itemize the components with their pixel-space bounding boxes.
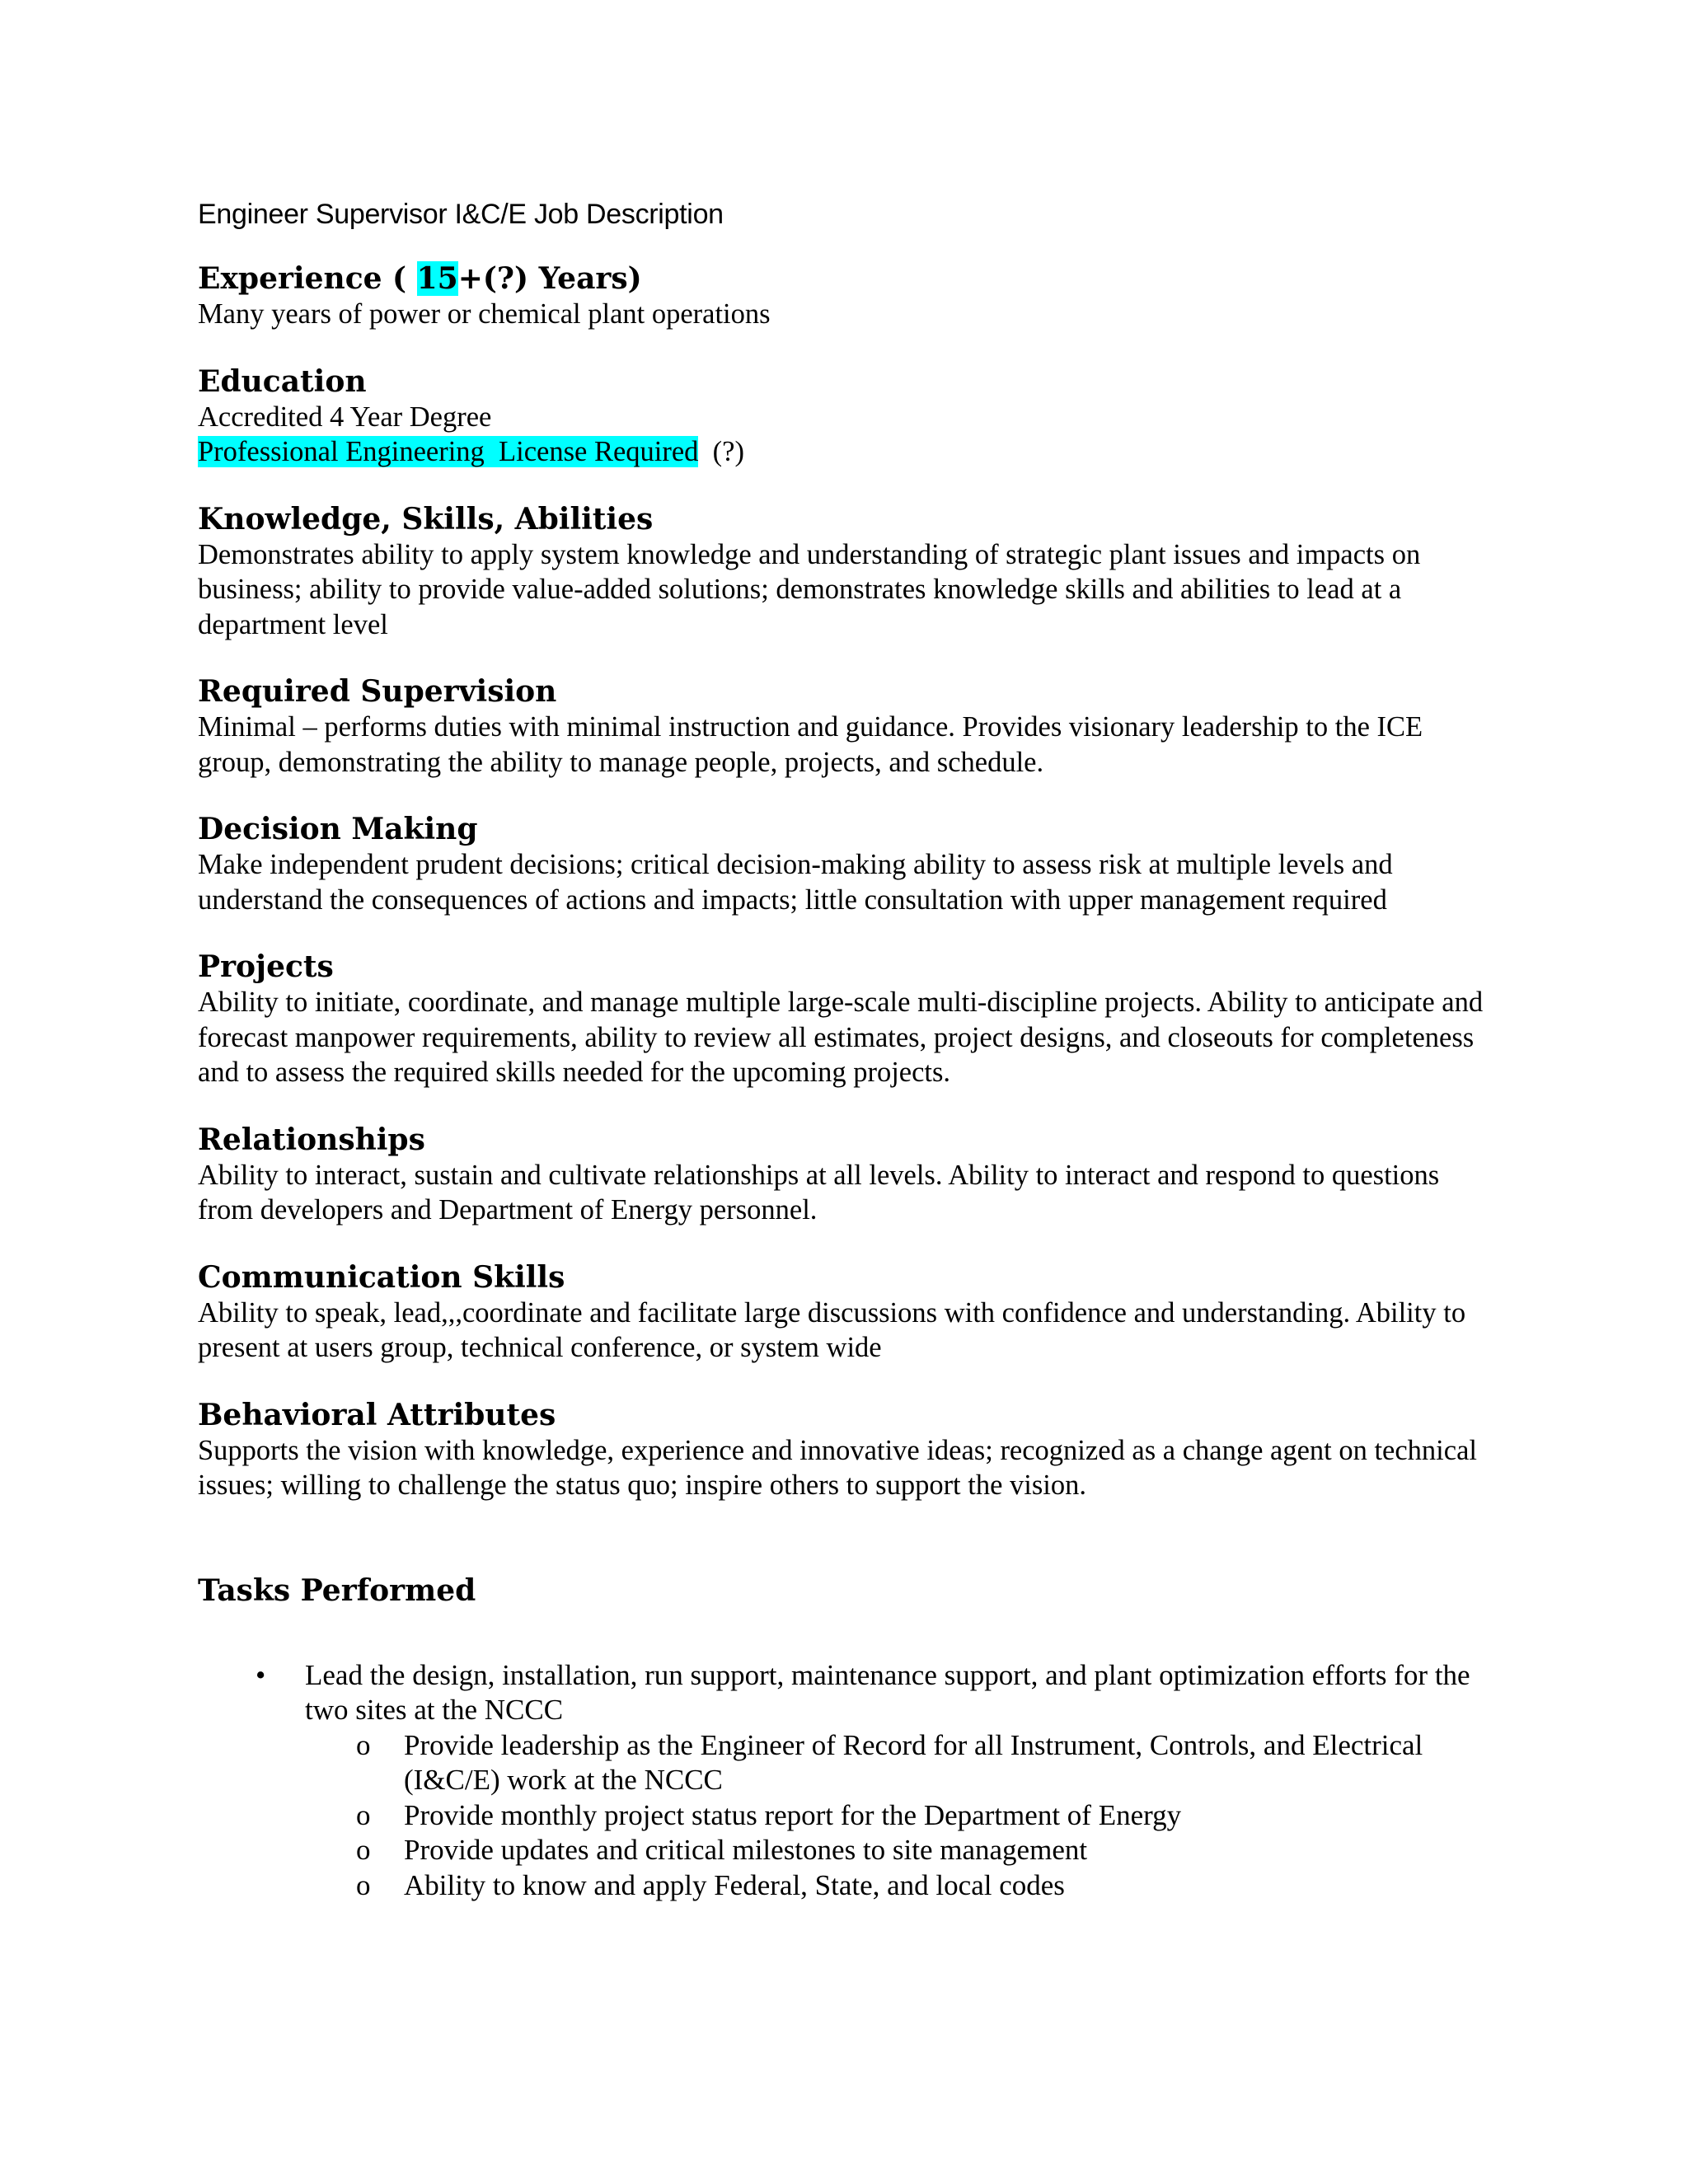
tasks-heading: Tasks Performed [198, 1572, 476, 1608]
document-title: Engineer Supervisor I&C/E Job Description [198, 199, 724, 230]
section-list [198, 501, 1484, 1503]
list-item [305, 1868, 1484, 1904]
section [198, 1259, 1484, 1366]
education-license [198, 434, 1484, 470]
section [198, 673, 1484, 780]
section-heading: Communication Skills [198, 1259, 565, 1295]
sub-task-text: Provide leadership as the Engineer of Record for all Instrument, Controls, and Electrical (I&C/E) work at the NCCC [404, 1728, 1423, 1796]
section-body: Many years of power or chemical plant operations [198, 298, 771, 330]
sub-task-text: Ability to know and apply Federal, State, and local codes [404, 1868, 1065, 1901]
experience-heading-prefix: Experience ( [198, 261, 417, 296]
section-heading: Education [198, 363, 367, 399]
tasks-list [198, 1658, 1484, 1904]
section-education [198, 363, 1484, 470]
section-heading: Knowledge, Skills, Abilities [198, 501, 654, 537]
circle-bullet-icon: o [356, 1868, 371, 1901]
bullet-icon: • [256, 1658, 266, 1691]
section-heading: Relationships [198, 1122, 425, 1157]
section-heading: Decision Making [198, 812, 478, 846]
license-suffix: (?) [698, 436, 744, 467]
circle-bullet-icon: o [356, 1798, 371, 1831]
section-body: Minimal – performs duties with minimal instruction and guidance. Provides visionary leadership to the ICE group, demonstrating the ability to manage people, projects, and schedule. [198, 711, 1423, 778]
section-heading: Projects [198, 949, 334, 984]
sub-task-list [305, 1728, 1484, 1904]
sub-task-text: Provide updates and critical milestones to site management [404, 1834, 1088, 1866]
list-item [305, 1833, 1484, 1868]
section-heading: Required Supervision [198, 674, 557, 709]
circle-bullet-icon: o [356, 1728, 371, 1761]
education-degree: Accredited 4 Year Degree [198, 401, 492, 433]
list-item [305, 1798, 1484, 1834]
list-item [305, 1728, 1484, 1798]
sub-task-text: Provide monthly project status report for the Department of Energy [404, 1798, 1182, 1831]
section-heading: Behavioral Attributes [198, 1397, 556, 1432]
section-body: Ability to interact, sustain and cultivate relationships at all levels. Ability to interact and respond to questions from developers and Department of Energy personnel. [198, 1159, 1440, 1226]
section [198, 1397, 1484, 1503]
section-body: Ability to initiate, coordinate, and manage multiple large-scale multi-discipline projects. Ability to anticipate and forecast manpower requirements, ability to review all estimates, project designs, and closeouts for completeness and to assess the required skills needed for the upcoming projects. [198, 987, 1484, 1088]
circle-bullet-icon: o [356, 1834, 371, 1866]
experience-years-highlight: 15 [416, 261, 458, 296]
list-item [198, 1658, 1484, 1904]
experience-heading-suffix: +(?) Years) [457, 261, 642, 296]
section-body: Supports the vision with knowledge, experience and innovative ideas; recognized as a change agent on technical issues; willing to challenge the status quo; inspire others to support the vision. [198, 1434, 1477, 1501]
task-main-text: Lead the design, installation, run support, maintenance support, and plant optimization efforts for the two sites at the NCCC [305, 1658, 1470, 1726]
section-heading [198, 260, 1484, 297]
section-body: Demonstrates ability to apply system knowledge and understanding of strategic plant issues and impacts on business; ability to provide value-added solutions; demonstrates knowledge skills and abilities to lead at a department level [198, 538, 1421, 640]
section [198, 1122, 1484, 1228]
document-page [198, 194, 1484, 1903]
section-body: Ability to speak, lead,,,coordinate and facilitate large discussions with confidence and understanding. Ability to present at users group, technical conference, or system wide [198, 1296, 1466, 1363]
section [198, 501, 1484, 643]
license-highlight: Professional Engineering License Required [198, 436, 699, 467]
section-experience [198, 260, 1484, 332]
section-body: Make independent prudent decisions; critical decision-making ability to assess risk at multiple levels and understand the consequences of actions and impacts; little consultation with upper management required [198, 849, 1393, 916]
section [198, 949, 1484, 1090]
section [198, 811, 1484, 917]
